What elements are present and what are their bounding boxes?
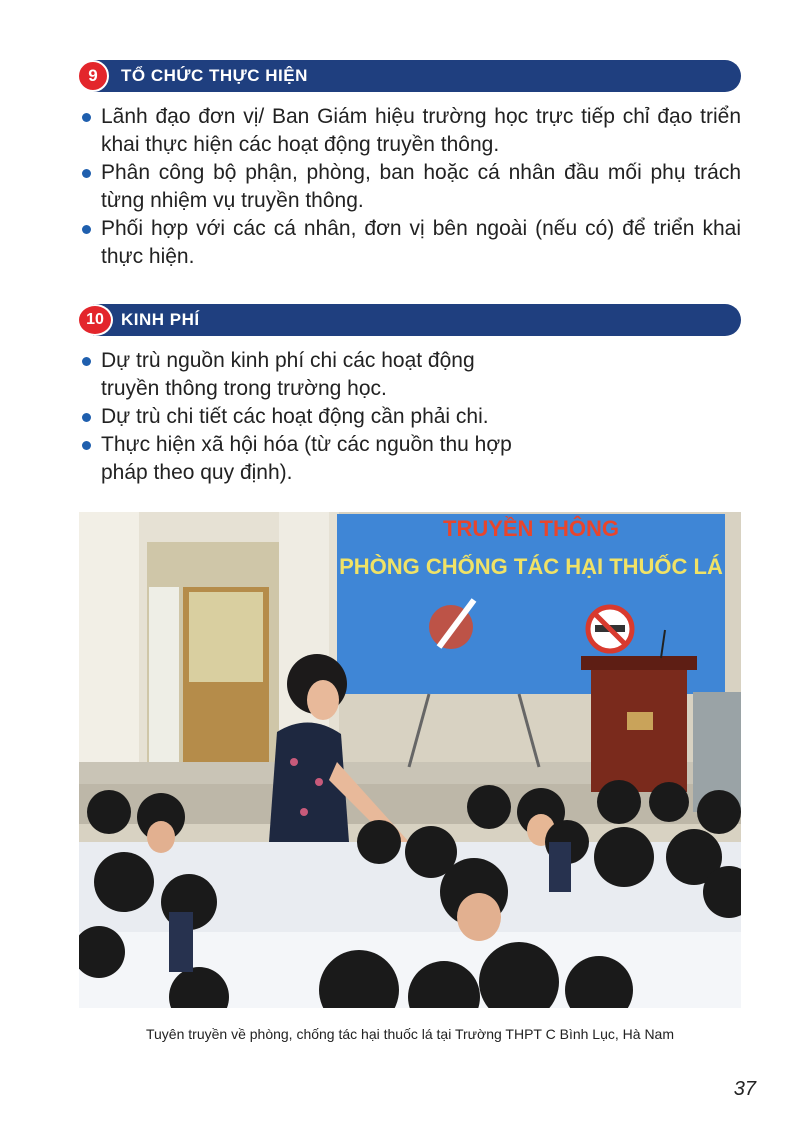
bullet-icon [82, 225, 91, 234]
section-9-list [79, 103, 741, 271]
list-item [79, 103, 741, 159]
bullet-icon [82, 357, 91, 366]
list-item [79, 159, 741, 215]
banner-line-2: PHÒNG CHỐNG TÁC HẠI THUỐC LÁ [339, 554, 723, 579]
section-title: TỔ CHỨC THỰC HIỆN [121, 66, 308, 85]
section-number-badge: 9 [77, 60, 109, 92]
event-photo-illustration [79, 512, 741, 1008]
list-item-text: Lãnh đạo đơn vị/ Ban Giám hiệu trường học trực tiếp chỉ đạo triển khai thực hiện các hoạt động truyền thông. [101, 105, 741, 156]
list-item-text: Dự trù chi tiết các hoạt động cần phải chi. [101, 405, 489, 428]
bullet-icon [82, 169, 91, 178]
list-item-text: Thực hiện xã hội hóa (từ các nguồn thu hợp pháp theo quy định). [101, 433, 512, 484]
section-10-list [79, 347, 529, 487]
section-10-header [77, 304, 741, 336]
list-item [79, 347, 529, 403]
section-title: KINH PHÍ [121, 310, 200, 329]
bullet-icon [82, 413, 91, 422]
list-item-text: Phối hợp với các cá nhân, đơn vị bên ngoài (nếu có) để triển khai thực hiện. [101, 217, 741, 268]
list-item [79, 215, 741, 271]
bullet-icon [82, 441, 91, 450]
list-item [79, 403, 529, 431]
list-item [79, 431, 529, 487]
list-item-text: Dự trù nguồn kinh phí chi các hoạt động truyền thông trong trường học. [101, 349, 475, 400]
section-number-badge: 10 [77, 304, 113, 336]
photo-caption: Tuyên truyền về phòng, chống tác hại thuốc lá tại Trường THPT C Bình Lục, Hà Nam [145, 1026, 674, 1042]
section-9-header [77, 60, 741, 92]
list-item-text: Phân công bộ phận, phòng, ban hoặc cá nhân đầu mối phụ trách từng nhiệm vụ truyền thông. [101, 161, 741, 212]
event-photo [79, 512, 741, 1008]
banner-line-1: TRUYỀN THÔNG [443, 516, 619, 541]
bullet-icon [82, 113, 91, 122]
page-number: 37 [733, 1078, 756, 1100]
